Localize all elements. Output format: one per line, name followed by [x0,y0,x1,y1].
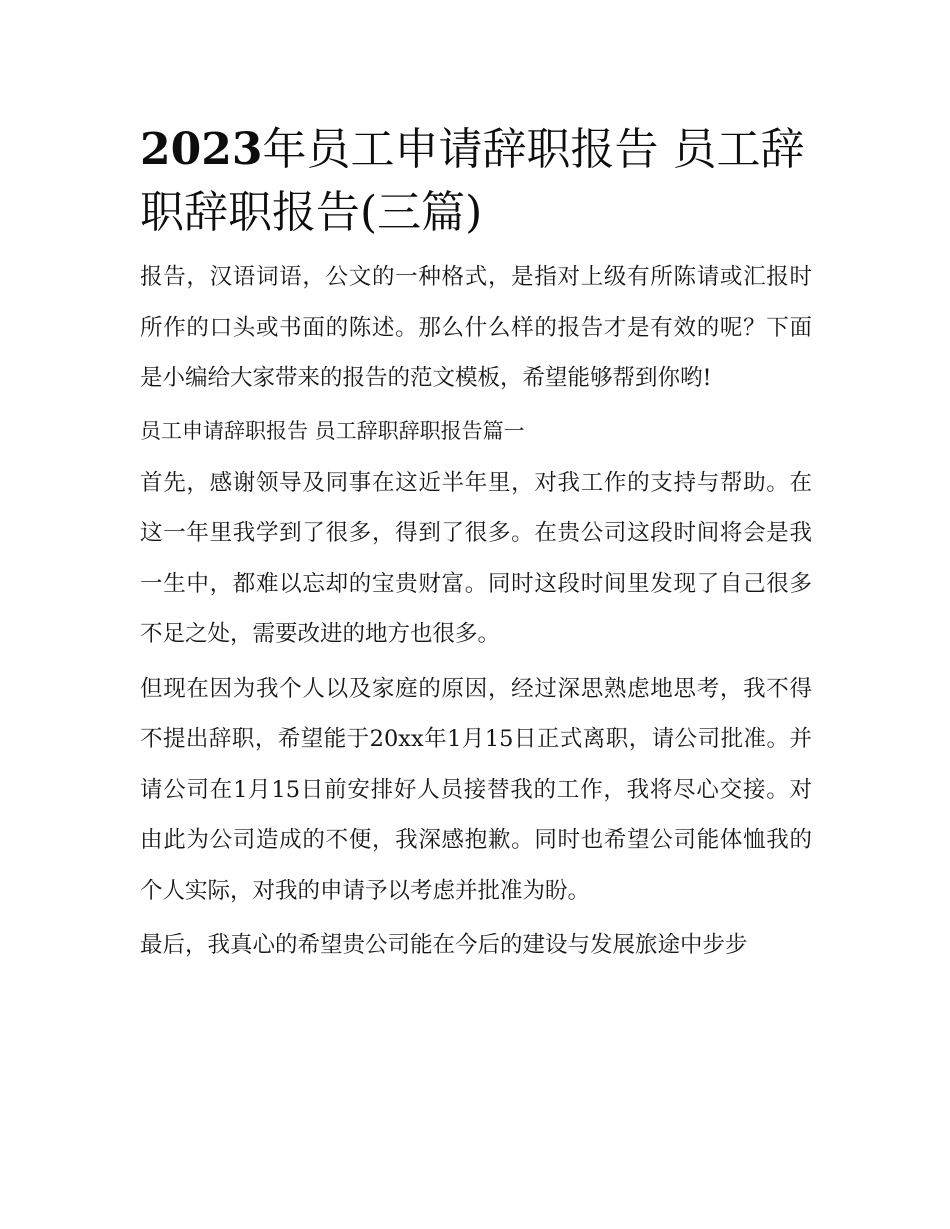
body-paragraph-3: 最后，我真心的希望贵公司能在今后的建设与发展旅途中步步 [140,932,748,958]
body-paragraph-2: 但现在因为我个人以及家庭的原因，经过深思熟虑地思考，我不得不提出辞职，希望能于20xx年1月15日正式离职，请公司批准。并请公司在1月15日前安排好人员接替我的工作，我将尽心交接。对由此为公司造成的不便，我深感抱歉。同时也希望公司能体恤我的个人实际，对我的申请予以考虑并批准为盼。 [140,675,812,904]
body-paragraph-1: 首先，感谢领导及同事在这近半年里，对我工作的支持与帮助。在这一年里我学到了很多，得到了很多。在贵公司这段时间将会是我一生中，都难以忘却的宝贵财富。同时这段时间里发现了自己很多不足之处，需要改进的地方也很多。 [140,469,812,647]
document-title-text: 年员工申请辞职报告 员工辞职辞职报告(三篇) [140,124,805,238]
document-title-year: 2023 [140,124,263,175]
document-title [140,118,812,244]
document-body [140,118,812,975]
section-heading: 员工申请辞职报告 员工辞职辞职报告篇一 [140,418,525,443]
intro-paragraph: 报告，汉语词语，公文的一种格式，是指对上级有所陈请或汇报时所作的口头或书面的陈述。那么什么样的报告才是有效的呢？下面是小编给大家带来的报告的范文模板，希望能够帮到你哟! [140,264,812,391]
